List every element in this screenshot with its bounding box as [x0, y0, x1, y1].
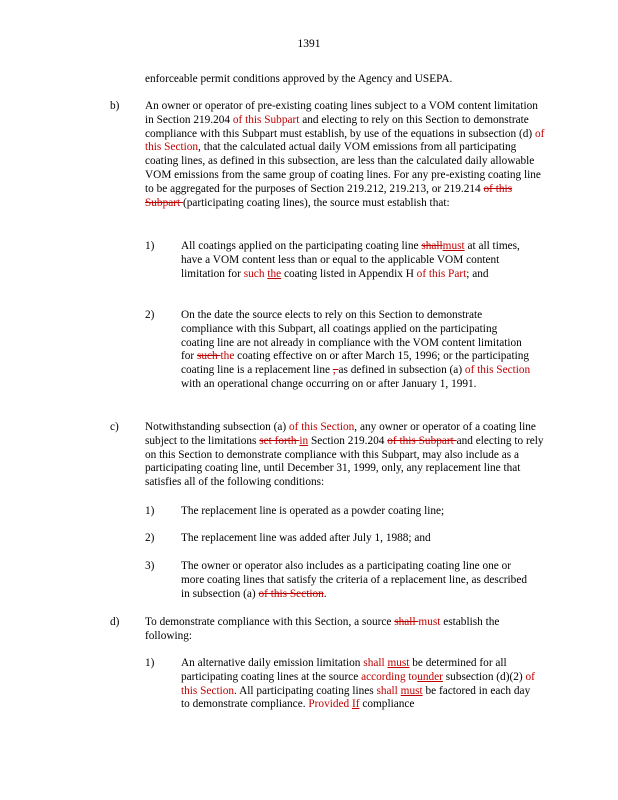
text-run: , that the calculated actual daily VOM emissions from all participating coating lines, as defined in this subsection, are less than the calculated daily allowable VOM emissions from the same group of coating lines. For any pre-existing coating line to be aggregated for the purposes of Section 219.212, 219.213, or 219.214 [145, 141, 541, 195]
inserted-text: shall [363, 657, 388, 669]
text-run: with an operational change occurring on or after January 1, 1991. [181, 377, 477, 390]
text-run: . [323, 587, 327, 600]
item-b-text [145, 100, 545, 210]
page-number: 1391 [297, 38, 321, 50]
text-run: be factored in each day to demonstrate compliance. [181, 684, 531, 711]
item-c-3-text [181, 560, 533, 601]
text-run: All coatings applied on the participating coating line [181, 240, 422, 252]
inserted-text: the [220, 350, 235, 363]
text-run: An owner or operator of pre-existing coating lines subject to a VOM content limitation in Section 219.204 [145, 100, 538, 126]
item-d-1-label: 1) [145, 657, 155, 669]
text-run: and electing to rely on this Section to demonstrate compliance with this Subpart must establish, by use of the equations in subsection (d) [145, 113, 535, 140]
inserted-underlined-text: under [417, 670, 443, 683]
inserted-underlined-text: must [400, 684, 423, 697]
text-run: (participating coating lines), the source must establish that: [182, 196, 450, 209]
inserted-underlined-text: in [299, 434, 309, 447]
inserted-text: of this Subpart [232, 113, 300, 126]
item-b-1-label: 1) [145, 240, 155, 252]
item-d-1-text [181, 657, 541, 712]
text-run: at all times, have a VOM content less than or equal to the applicable VOM content limitation for [181, 240, 520, 280]
item-b-label: b) [110, 100, 120, 112]
text-run: ; and [466, 267, 489, 280]
inserted-text: Provided [308, 698, 352, 711]
inserted-text: such [243, 267, 268, 280]
inserted-underlined-text: must [387, 657, 410, 669]
text-run: coating effective on or after March 15, 1996; or the participating coating line is a replacement line [181, 350, 530, 377]
item-c-1-text [181, 505, 533, 519]
text-run: be determined for all participating coating lines at the source [181, 657, 507, 683]
text-run: compliance [359, 698, 415, 711]
text-run: as defined in subsection (a) [338, 364, 465, 377]
item-c-2-label: 2) [145, 532, 155, 544]
item-d-label: d) [110, 616, 120, 628]
text-run: , any owner or operator of a coating line subject to the limitations [145, 421, 536, 447]
inserted-text: of this Section [289, 421, 355, 433]
item-c-text [145, 421, 545, 490]
item-c-label: c) [110, 421, 119, 433]
inserted-text: of this Section [181, 670, 535, 697]
text-run: An alternative daily emission limitation [181, 657, 364, 669]
text-run: The replacement line was added after July 1, 1988; and [181, 532, 431, 544]
inserted-text: of this Section [145, 127, 545, 154]
text-run: . All participating coating lines [234, 684, 377, 697]
text-run: The owner or operator also includes as a participating coating line one or more coating lines that satisfy the criteria of a replacement line, as described in subsection (a) [181, 560, 527, 600]
inserted-text: shall [376, 684, 401, 697]
deleted-text: of this Section [258, 587, 324, 600]
deleted-text: of this Subpart [387, 434, 457, 447]
intro-line: enforceable permit conditions approved by the Agency and USEPA. [145, 73, 453, 85]
deleted-text: set forth [259, 434, 300, 447]
inserted-underlined-text: If [352, 698, 360, 711]
text-run: Notwithstanding subsection (a) [145, 421, 290, 433]
item-c-3-label: 3) [145, 560, 155, 572]
item-c-2-text [181, 532, 533, 546]
text-run: establish the following: [145, 616, 500, 642]
item-b-1-text [181, 240, 533, 281]
text-run: and electing to rely on this Section to demonstrate compliance with this Subpart, may also include as a participating coating line, until December 31, 1999, only, any replacement line that satisfies all of the following conditions: [145, 434, 544, 489]
text-run: The replacement line is operated as a powder coating line; [181, 505, 445, 517]
inserted-text: of this Section [464, 364, 531, 377]
text-run: Section 219.204 [308, 434, 388, 447]
inserted-text: of this Part [416, 267, 467, 280]
deleted-text: of this Subpart [145, 182, 513, 209]
inserted-underlined-text: must [442, 240, 465, 252]
text-run: subsection (d)(2) [442, 670, 526, 683]
inserted-text: must [418, 616, 441, 628]
inserted-text: according to [361, 670, 418, 683]
deleted-text: such [197, 350, 221, 363]
item-b-2-text [181, 309, 533, 392]
text-run: coating listed in Appendix H [281, 267, 417, 280]
item-b-2-label: 2) [145, 309, 155, 321]
item-d-text [145, 616, 545, 644]
item-c-1-label: 1) [145, 505, 155, 517]
deleted-text: shall [421, 240, 443, 252]
text-run: To demonstrate compliance with this Section, a source [145, 616, 395, 628]
deleted-text: shall [394, 616, 419, 628]
inserted-underlined-text: the [267, 267, 282, 280]
deleted-text: , [332, 364, 339, 377]
text-run: On the date the source elects to rely on this Section to demonstrate compliance with this Subpart, all coatings applied on the participating coating line are not already in compliance with the VOM content limitation for [181, 309, 522, 363]
